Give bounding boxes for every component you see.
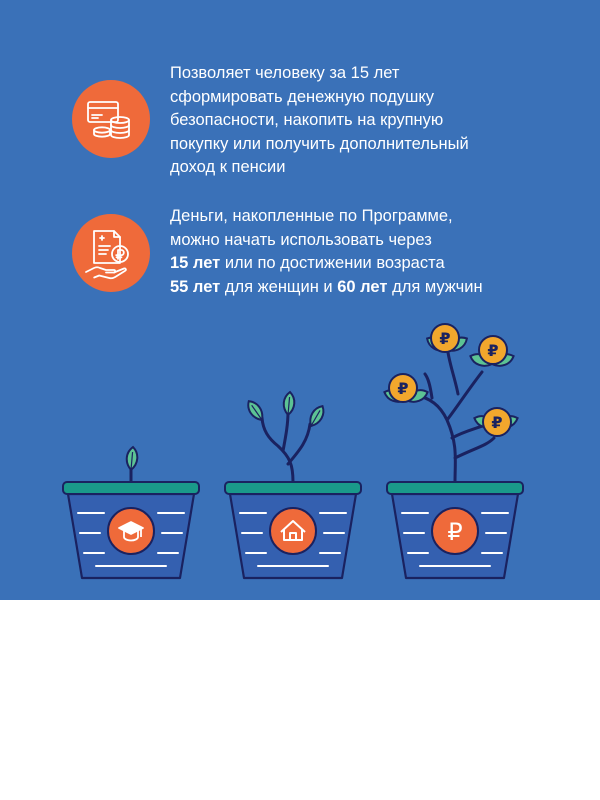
pot-young-plant <box>225 392 361 578</box>
text-line: покупку или получить дополнительный <box>170 134 469 153</box>
pot-sprout <box>63 447 199 578</box>
bold-term: 55 лет <box>170 277 221 296</box>
text-line: Деньги, накопленные по Программе, <box>170 207 453 225</box>
growth-illustration <box>0 320 600 590</box>
leaf-icon <box>283 392 295 416</box>
coin <box>431 324 459 352</box>
text-line: доход к пенсии <box>170 158 286 176</box>
text-segment: для мужчин <box>387 277 483 296</box>
feature-usage-text <box>170 205 570 299</box>
text-line: безопасности, накопить на крупную <box>170 111 444 129</box>
blank-area <box>0 600 600 800</box>
badge-usage <box>72 214 150 292</box>
pot-rim <box>63 482 199 494</box>
badge-savings <box>72 80 150 158</box>
text-line: можно начать использовать через <box>170 230 432 249</box>
pot-rim <box>225 482 361 494</box>
text-line <box>170 252 570 276</box>
ruble-document-hand-icon <box>72 214 150 292</box>
pot-rim <box>387 482 523 494</box>
text-line <box>170 276 570 300</box>
svg-text:₽: ₽ <box>397 379 409 398</box>
text-line: сформировать денежную подушку <box>170 87 435 106</box>
bold-term: 60 лет <box>337 277 388 296</box>
pot-badge <box>270 508 316 554</box>
pot-money-tree <box>383 324 523 578</box>
money-savings-icon <box>72 80 150 158</box>
bold-term: 15 лет <box>170 254 221 272</box>
ruble-icon: ₽ <box>447 518 463 546</box>
leaf-icon <box>126 447 138 471</box>
text-line: Позволяет человеку за 15 лет <box>170 64 400 82</box>
svg-text:₽: ₽ <box>491 413 503 432</box>
leaf-icon <box>245 398 267 423</box>
coin <box>479 336 507 364</box>
svg-text:₽: ₽ <box>487 341 499 360</box>
stem <box>262 412 310 482</box>
text-segment: для женщин и <box>220 277 338 296</box>
coin <box>483 408 511 436</box>
text-segment: или по достижении возраста <box>220 254 445 272</box>
feature-savings-text <box>170 62 570 180</box>
svg-text:₽: ₽ <box>439 329 451 348</box>
coin <box>389 374 417 402</box>
